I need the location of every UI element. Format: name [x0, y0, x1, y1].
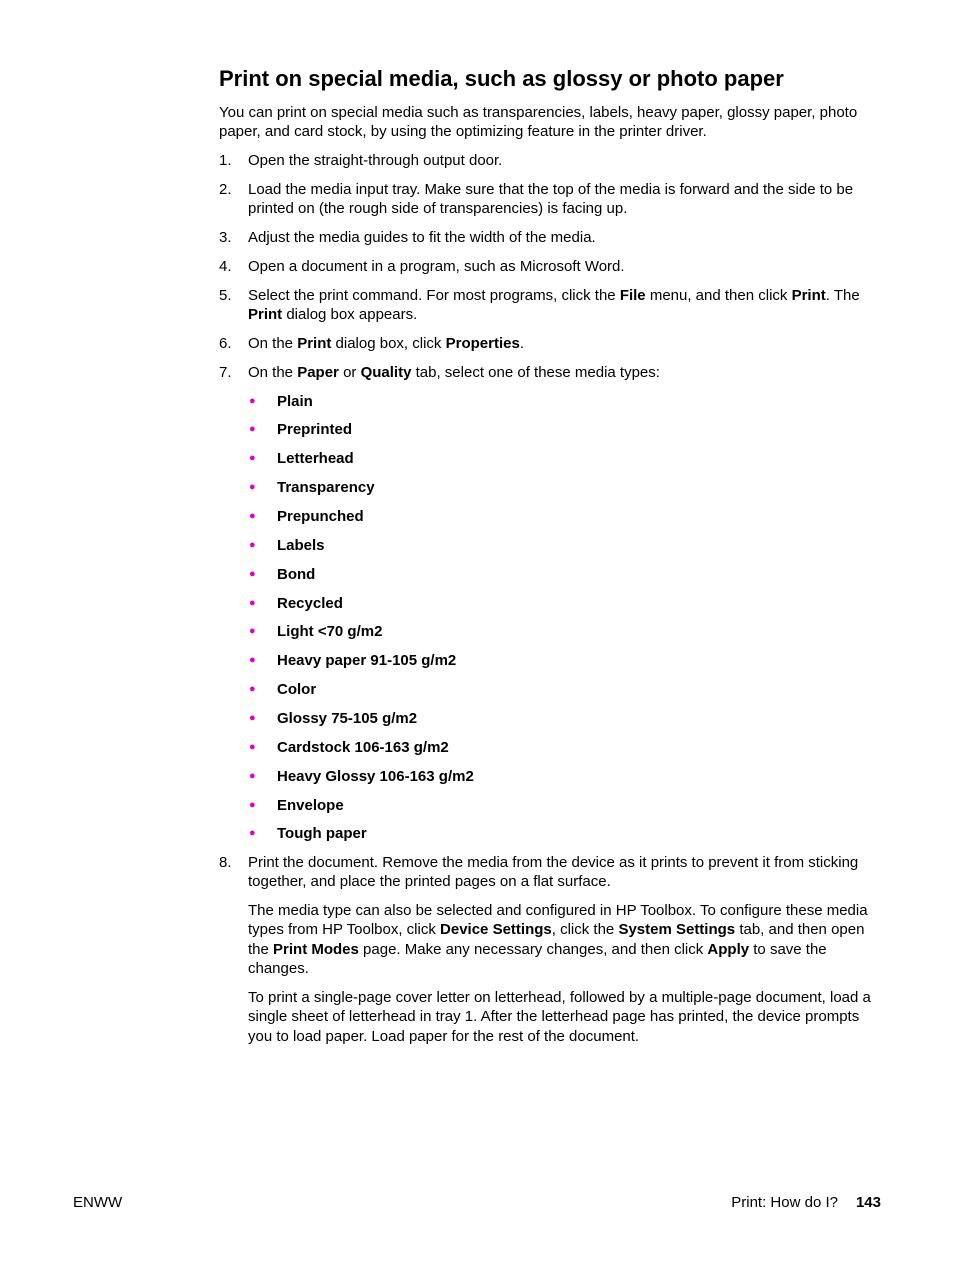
bullet-icon: ●	[249, 452, 256, 464]
media-type-item: Recycled	[277, 595, 343, 612]
page-number: 143	[855, 1194, 881, 1211]
footer-label: ENWW	[73, 1194, 123, 1211]
step-number: 5.	[219, 287, 232, 304]
bullet-icon: ●	[249, 712, 256, 724]
media-type-item: Color	[277, 681, 317, 698]
step-4-text: Open a document in a program, such as Microsoft Word.	[248, 258, 625, 275]
media-type-item: Light <70 g/m2	[277, 623, 383, 640]
footer-section: Print: How do I?	[731, 1194, 838, 1211]
bullet-icon: ●	[249, 799, 256, 811]
bullet-icon: ●	[249, 770, 256, 782]
step-7-text: On the Paper or Quality tab, select one of these media types:	[248, 364, 660, 381]
media-type-item: Heavy paper 91-105 g/m2	[277, 652, 457, 669]
step-number: 6.	[219, 335, 232, 352]
step-3-text: Adjust the media guides to fit the width of the media.	[248, 229, 596, 246]
toolbox-note-paragraph: The media type can also be selected and configured in HP Toolbox. To configure these media types from HP Toolbox, click Device Settings, click the System Settings tab, and then open the Print Modes page. Make any necessary changes, and then click Apply to save the changes.	[248, 902, 868, 978]
bullet-icon: ●	[249, 625, 256, 637]
step-6-text: On the Print dialog box, click Properties.	[248, 335, 524, 352]
step-number: 3.	[219, 229, 232, 246]
bullet-icon: ●	[249, 423, 256, 435]
step-5-text: Select the print command. For most programs, click the File menu, and then click Print. The Print dialog box appears.	[248, 287, 860, 324]
step-1-text: Open the straight-through output door.	[248, 152, 503, 169]
bullet-icon: ●	[249, 597, 256, 609]
media-type-item: Cardstock 106-163 g/m2	[277, 739, 449, 756]
bullet-icon: ●	[249, 510, 256, 522]
media-type-item: Labels	[277, 537, 325, 554]
step-number: 7.	[219, 364, 232, 381]
step-number: 4.	[219, 258, 232, 275]
bullet-icon: ●	[249, 568, 256, 580]
step-number: 1.	[219, 152, 232, 169]
media-type-item: Bond	[277, 566, 316, 583]
bullet-icon: ●	[249, 654, 256, 666]
step-number: 2.	[219, 181, 232, 198]
media-type-item: Tough paper	[277, 825, 367, 842]
footer-page-info	[731, 1193, 881, 1212]
media-type-item: Plain	[277, 393, 313, 410]
media-type-item: Heavy Glossy 106-163 g/m2	[277, 768, 474, 785]
bullet-icon: ●	[249, 539, 256, 551]
intro-paragraph: You can print on special media such as transparencies, labels, heavy paper, glossy paper, photo paper, and card stock, by using the optimizing feature in the printer driver.	[219, 104, 858, 141]
letterhead-note-paragraph: To print a single-page cover letter on letterhead, followed by a multiple-page document, load a single sheet of letterhead in tray 1. After the letterhead page has printed, the device prompts you to load paper. Load paper for the rest of the document.	[248, 989, 871, 1045]
step-2-text: Load the media input tray. Make sure that the top of the media is forward and the side to be printed on (the rough side of transparencies) is facing up.	[248, 181, 854, 218]
bullet-icon: ●	[249, 683, 256, 695]
media-type-item: Transparency	[277, 479, 375, 496]
section-heading: Print on special media, such as glossy or photo paper	[219, 66, 784, 91]
step-8-text: Print the document. Remove the media from the device as it prints to prevent it from sticking together, and place the printed pages on a flat surface.	[248, 854, 859, 891]
media-type-item: Letterhead	[277, 450, 354, 467]
bullet-icon: ●	[249, 827, 256, 839]
media-type-item: Preprinted	[277, 421, 353, 438]
bullet-icon: ●	[249, 741, 256, 753]
media-type-item: Prepunched	[277, 508, 364, 525]
step-number: 8.	[219, 854, 232, 871]
bullet-icon: ●	[249, 395, 256, 407]
bullet-icon: ●	[249, 481, 256, 493]
media-type-item: Envelope	[277, 797, 344, 814]
media-type-item: Glossy 75-105 g/m2	[277, 710, 418, 727]
